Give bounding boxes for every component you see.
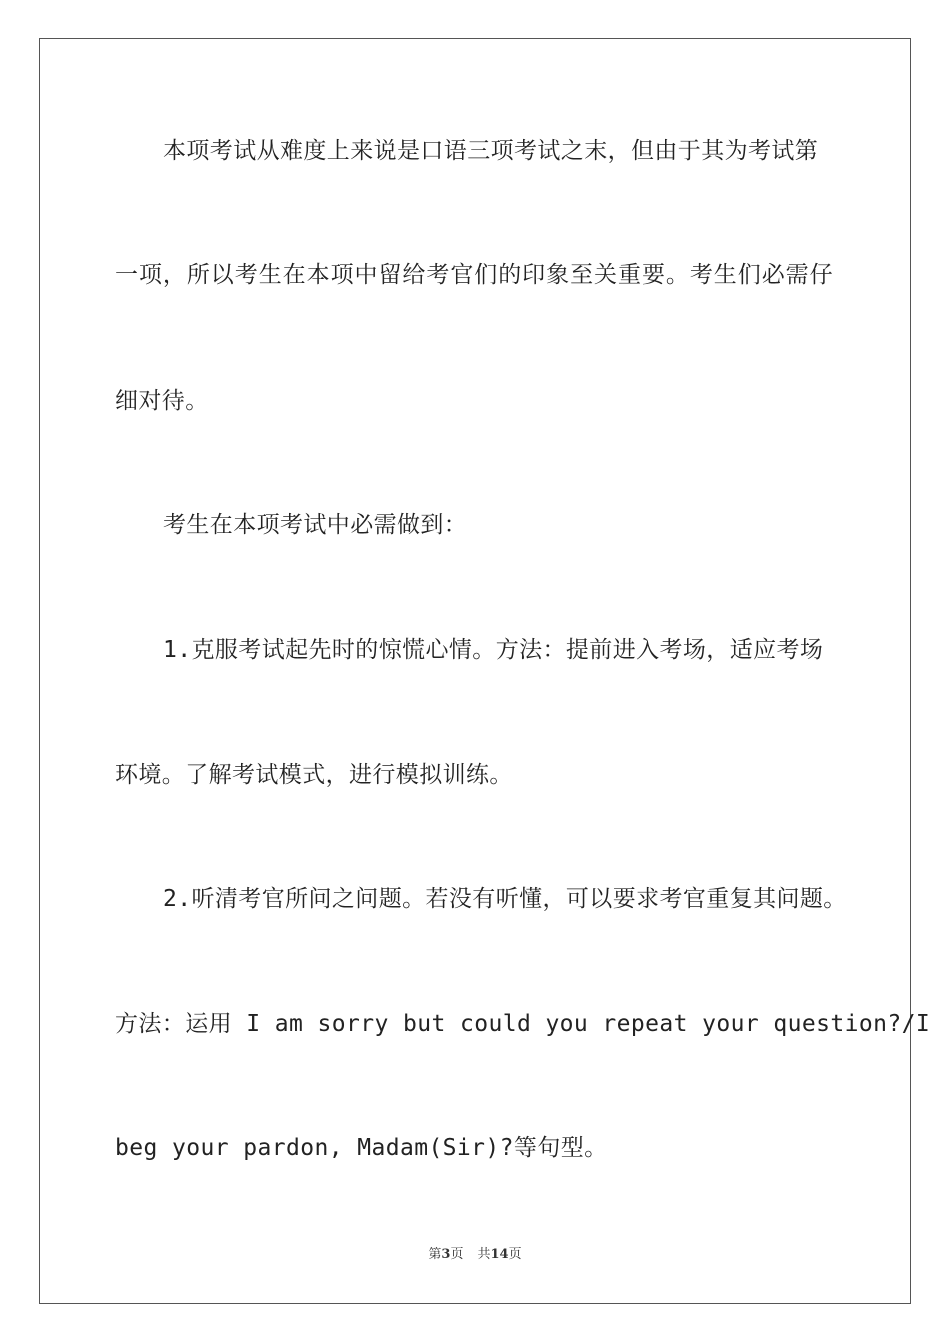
footer-page-suffix: 页 [450, 1247, 464, 1262]
paragraph-4-line-2: 方法：运用 I am sorry but could you repeat your question?/I [115, 1011, 931, 1037]
page-footer [0, 1245, 950, 1265]
footer-total-number: 14 [490, 1247, 509, 1262]
paragraph-4-line-3: beg your pardon, Madam(Sir)?等句型。 [115, 1135, 608, 1161]
footer-page-number: 3 [441, 1247, 451, 1262]
page-border [39, 38, 931, 1304]
paragraph-1-line-2: 一项，所以考生在本项中留给考官们的印象至关重要。考生们必需仔 [115, 262, 833, 288]
paragraph-3-line-1: 1.克服考试起先时的惊慌心情。方法：提前进入考场，适应考场 [163, 637, 824, 663]
footer-total-suffix: 页 [508, 1247, 522, 1262]
paragraph-1-line-1: 本项考试从难度上来说是口语三项考试之末，但由于其为考试第 [163, 138, 819, 164]
footer-page-prefix: 第 [428, 1247, 442, 1262]
paragraph-2-line-1: 考生在本项考试中必需做到： [163, 512, 468, 538]
footer-total-prefix: 共 [477, 1247, 491, 1262]
paragraph-4-line-1: 2.听清考官所问之问题。若没有听懂，可以要求考官重复其问题。 [163, 886, 847, 912]
paragraph-1-line-3: 细对待。 [115, 388, 209, 414]
paragraph-3-line-2: 环境。了解考试模式，进行模拟训练。 [115, 762, 513, 788]
